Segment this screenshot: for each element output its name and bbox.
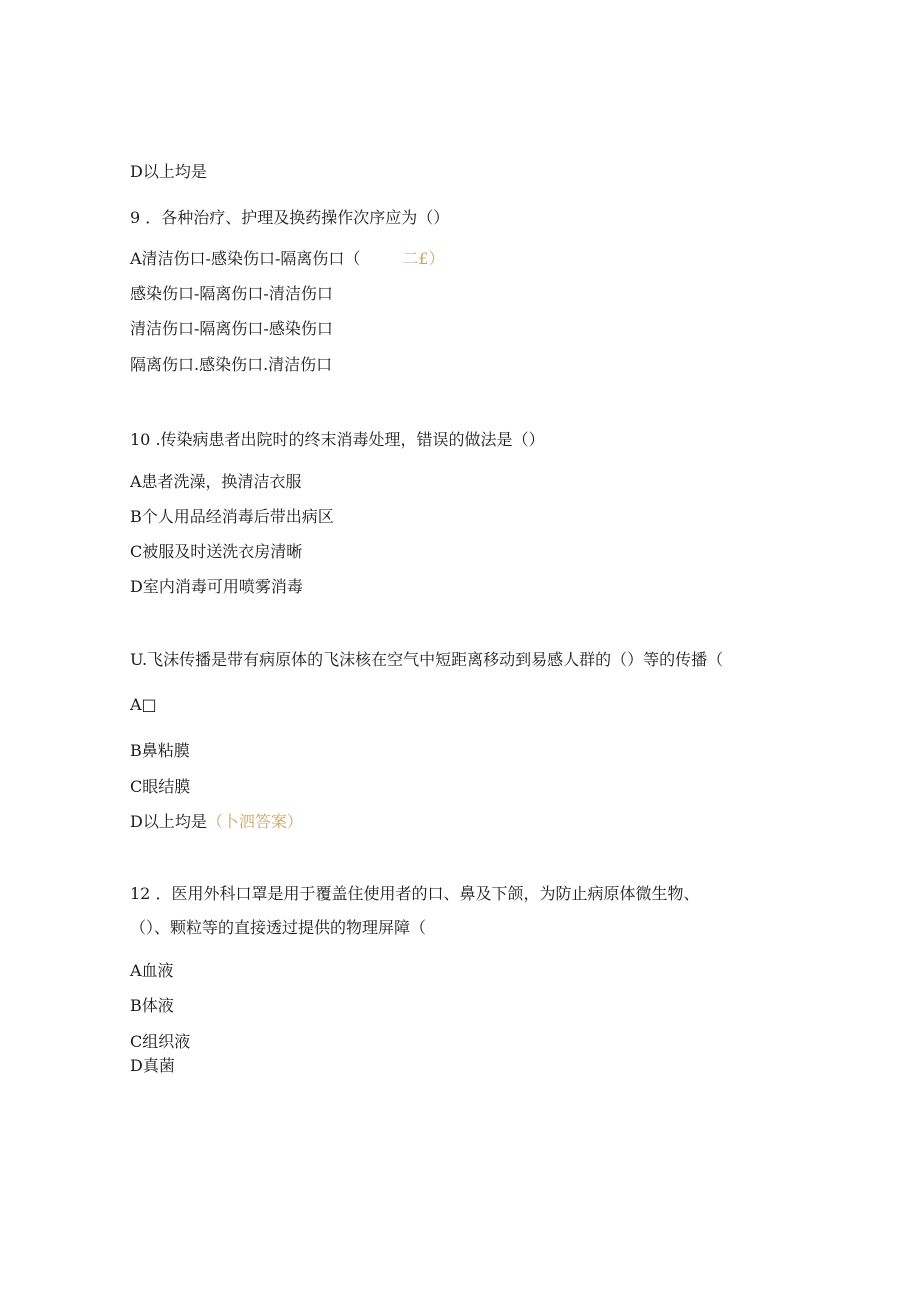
- q10-option-b: B个人用品经消毒后带出病区: [130, 507, 334, 526]
- q11-answer-mark: （卜泗答案）: [206, 812, 303, 831]
- q9-option-c: 清洁伤口-隔离伤口-感染伤口: [130, 319, 333, 338]
- q11-option-d-text: D以上均是: [130, 812, 207, 831]
- q9-answer-mark: 二£）: [402, 249, 445, 268]
- q12-option-a: A血液: [130, 961, 174, 980]
- q12-option-d: D真菌: [130, 1056, 175, 1075]
- q11-question: U.飞沫传播是带有病原体的飞沫核在空气中短距离移动到易感人群的（）等的传播（: [130, 650, 724, 669]
- q11-option-a: A□: [130, 695, 157, 714]
- q12-question-line1: 12 ．医用外科口罩是用于覆盖住使用者的口、鼻及下颌，为防止病原体微生物、: [130, 884, 700, 903]
- q11-option-d: [130, 812, 303, 832]
- q12-option-b: B体液: [130, 996, 174, 1015]
- q12-option-c: C组织液: [130, 1032, 191, 1051]
- q10-option-d: D室内消毒可用喷雾消毒: [130, 577, 303, 596]
- q10-option-c: C被服及时送洗衣房清晰: [130, 542, 303, 561]
- q9-option-a-text: A清洁伤口-感染伤口-隔离伤口（: [130, 249, 361, 268]
- q12-question-line2: （）、颗粒等的直接透过提供的物理屏障（: [130, 918, 427, 937]
- q9-question: 9 ．各种治疗、护理及换药操作次序应为（）: [130, 208, 450, 227]
- q9-option-a: [130, 249, 445, 269]
- q9-option-b: 感染伤口-隔离伤口-清洁伤口: [130, 284, 333, 303]
- q9-option-d: 隔离伤口.感染伤口.清洁伤口: [130, 355, 333, 374]
- q10-question: 10 .传染病患者出院时的终末消毒处理，错误的做法是（）: [130, 430, 545, 449]
- q11-option-c: C眼结膜: [130, 777, 191, 796]
- q11-option-b: B鼻粘膜: [130, 741, 190, 760]
- q8-option-d: D以上均是: [130, 162, 207, 181]
- q10-option-a: A患者洗澡，换清洁衣服: [130, 472, 302, 491]
